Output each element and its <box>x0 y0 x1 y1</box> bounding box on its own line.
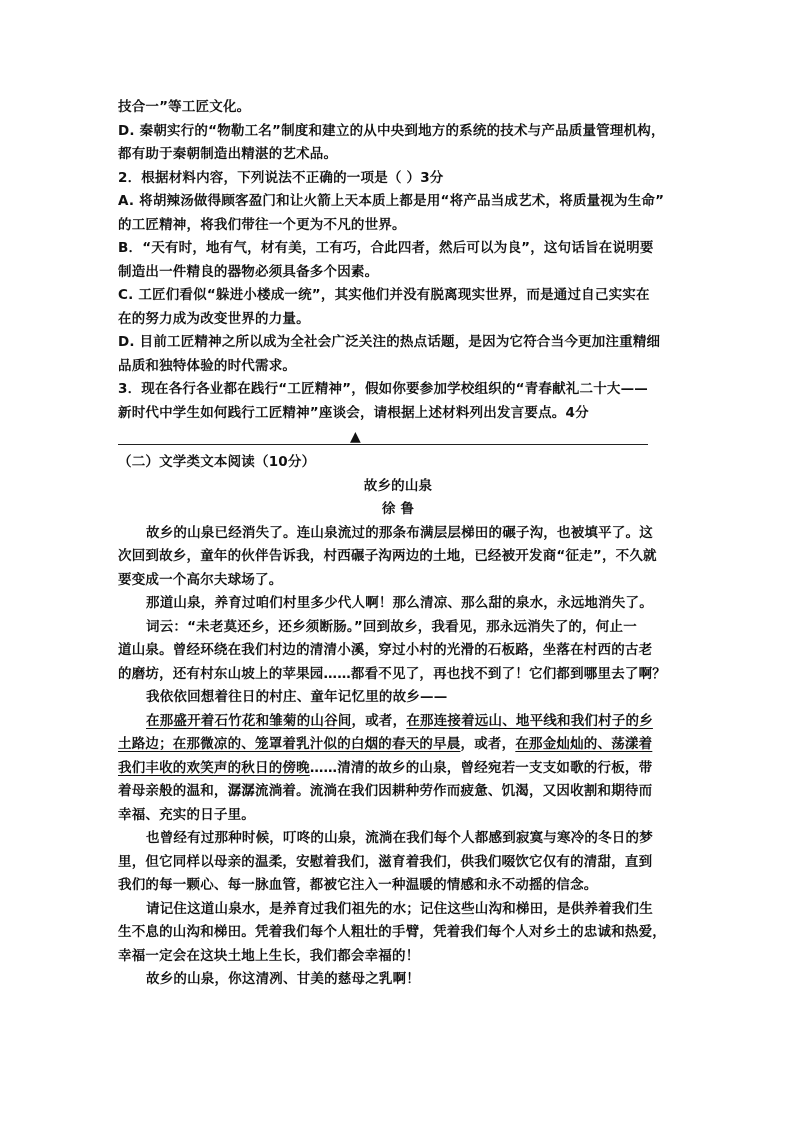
question-line: C. 工匠们看似“躲进小楼成一统”，其实他们并没有脱离现实世界，而是通过自己实实在 <box>118 287 650 303</box>
paragraph-line: 生不息的山沟和梯田。凭着我们每个人粗壮的手臂，凭着我们每个人对乡土的忠诚和热爱， <box>118 924 666 940</box>
paragraph-line: 里，但它同样以母亲的温柔，安慰着我们，滋育着我们，供我们啜饮它仅有的清甜，直到 <box>118 853 653 870</box>
question-line: 技合一”等工匠文化。 <box>118 99 251 115</box>
paragraph-line: 请记住这道山泉水，是养育过我们祖先的水；记住这些山沟和梯田，是供养着我们生 <box>146 900 653 917</box>
article-author: 徐 鲁 <box>381 501 415 517</box>
paragraph-line <box>118 757 678 781</box>
paragraph-line: 也曾经有过那种时候，叮咚的山泉，流淌在我们每个人都感到寂寞与寒冷的冬日的梦 <box>146 830 653 846</box>
paragraph-line: 故乡的山泉已经消失了。连山泉流过的那条布满层层梯田的碾子沟，也被填平了。这 <box>146 524 653 541</box>
paragraph-line: 词云：“未老莫还乡，还乡须断肠。”回到故乡，我看见，那永远消失了的，何止一 <box>146 618 637 635</box>
article-title: 故乡的山泉 <box>363 477 433 494</box>
paragraph-line: 那道山泉，养育过咱们村里多少代人啊！那么清凉、那么甜的泉水，永远地消失了。 <box>146 595 653 611</box>
paragraph <box>118 616 678 687</box>
paragraph-line: 要变成一个高尔夫球场了。 <box>118 571 283 588</box>
section-separator <box>118 425 678 449</box>
question-line: 2．根据材料内容，下列说法不正确的一项是（ ）3分 <box>118 169 444 186</box>
paragraph <box>118 898 678 969</box>
paragraph-line: 故乡的山泉，你这清冽、甘美的慈母之乳啊！ <box>146 971 420 987</box>
paragraph <box>118 522 678 593</box>
question-line: 的工匠精神，将我们带往一个更为不凡的世界。 <box>118 216 406 233</box>
paragraph-line: 次回到故乡，童年的伙伴告诉我，村西碾子沟两边的土地，已经被开发商“征走”，不久就 <box>118 548 657 564</box>
section-heading: （二）文学类文本阅读（10分） <box>118 454 316 470</box>
question-line: A. 将胡辣汤做得顾客盈门和让火箭上天本质上都是用“将产品当成艺术，将质量视为生命” <box>118 193 665 209</box>
underlined-phrase: 在那连接着远山、地平线和我们村子的乡 <box>406 712 653 729</box>
plain-text: ……清清的故乡的山泉，曾经宛若一支支如歌的行板，带 <box>309 759 653 776</box>
question-line: D. 秦朝实行的“物勒工名”制度和建立的从中央到地方的系统的技术与产品质量管理机构， <box>118 122 665 139</box>
question-block <box>118 96 678 425</box>
question-line: 品质和独特体验的时代需求。 <box>118 357 297 374</box>
plain-text: ，或者， <box>460 736 516 752</box>
underlined-phrase: 我们丰收的欢笑声的秋日的傍晚 <box>118 759 310 776</box>
page-content <box>118 96 678 992</box>
paragraph-line: 着母亲般的温和，潺潺流淌着。流淌在我们因耕种劳作而疲惫、饥渴，又因收割和期待而 <box>118 783 653 799</box>
paragraph-line: 我依依回想着往日的村庄、童年记忆里的故乡—— <box>146 689 448 705</box>
separator-line <box>118 444 648 445</box>
underlined-phrase: 在那金灿灿的、荡漾着 <box>515 736 653 752</box>
paragraph-line: 的磨坊，还有村东山坡上的苹果园……都看不见了，再也找不到了！它们都到哪里去了啊？ <box>118 665 666 682</box>
underlined-phrase: 土路边；在那微凉的、笼罩着乳汁似的白烟的春天的早晨 <box>118 736 461 752</box>
question-line: 在的努力成为改变世界的力量。 <box>118 310 310 327</box>
triangle-icon: ▲ <box>350 429 361 445</box>
question-line: 都有助于秦朝制造出精湛的艺术品。 <box>118 146 338 162</box>
underlined-phrase: 在那盛开着石竹花和雏菊的山谷间 <box>146 712 352 729</box>
paragraph-line: 幸福一定会在这块土地上生长，我们都会幸福的！ <box>118 947 420 964</box>
paragraph-line <box>118 710 678 734</box>
paragraph-line: 道山泉。曾经环绕在我们村边的清清小溪，穿过小村的光滑的石板路，坐落在村西的古老 <box>118 642 653 658</box>
paragraph-underlined <box>118 710 678 828</box>
paragraph-line: 幸福、充实的日子里。 <box>118 806 255 823</box>
question-line: B．“天有时，地有气，材有美，工有巧，合此四者，然后可以为良”，这句话旨在说明要 <box>118 240 654 256</box>
plain-text: ，或者， <box>351 712 407 729</box>
question-line: D. 目前工匠精神之所以成为全社会广泛关注的热点话题，是因为它符合当今更加注重精细 <box>118 334 661 350</box>
paragraph-line <box>118 733 678 757</box>
question-line: 新时代中学生如何践行工匠精神”座谈会，请根据上述材料列出发言要点。4分 <box>118 404 589 421</box>
question-line: 3．现在各行各业都在践行“工匠精神”，假如你要参加学校组织的“青春献礼二十大—— <box>118 381 649 397</box>
paragraph-line: 我们的每一颗心、每一脉血管，都被它注入一种温暖的情感和永不动摇的信念。 <box>118 877 598 893</box>
paragraph <box>118 827 678 898</box>
question-line: 制造出一件精良的器物必须具备多个因素。 <box>118 263 379 280</box>
